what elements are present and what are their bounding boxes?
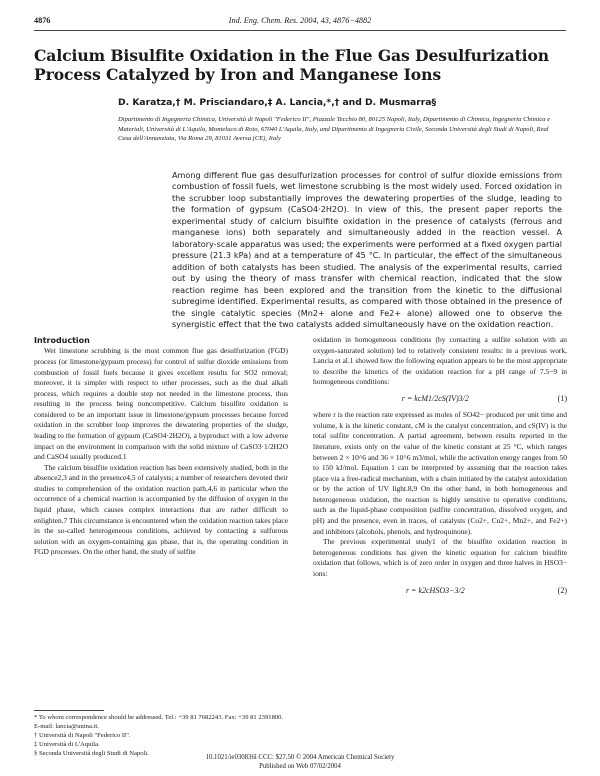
section-title-introduction: Introduction bbox=[34, 336, 90, 345]
intro-paragraph-1: Wet limestone scrubbing is the most common flue gas desulfurization (FGD) process (or limestone/gypsum process) for control of sulfur dioxide emissions from combustion of fossil fuels because it gives excellent results for SO2 removal; moreover, it is simpler with respect to other processes, such as the dual alkali process, which requires a double step not needed in the limestone process, thus resulting in the process being noncompetitive. Calcium bisulfite oxidation is considered to be an important issue in limestone/gypsum processes because forced oxidation in the scrubber loop improves the dewatering properties of the sludge, leading to the formation of gypsum (CaSO4·2H2O), a byproduct with a low adverse impact on the environment in comparison with the solid mixture of CaSO3·1/2H2O and CaSO4 usually produced.1 bbox=[34, 346, 288, 462]
equation-1-number: (1) bbox=[557, 393, 567, 403]
journal-citation: Ind. Eng. Chem. Res. 2004, 43, 4876−4882 bbox=[228, 16, 372, 25]
doi-footer bbox=[0, 754, 600, 772]
right-paragraph-2: where r is the reaction rate expressed as moles of SO42− produced per unit time and volume, k is the kinetic constant, cM is the catalyst concentration, and cS(IV) is the total sulfite concentration. A partial agreement, between results reported in the literature, exists only on the value of the kinetic constant at 25 °C, which ranges between 2 × 10^6 and 36 × 10^6 m3/mol, while the activation energy ranges from 50 to 150 kJ/mol. Equation 1 can be interpreted by assuming that the reaction takes place via a free-radical mechanism, with a chain initiated by the catalyst autoxidation or by the action of UV light.8,9 On the other hand, in both homogeneous and heterogeneous oxidation, the reaction is highly sensitive to operative conditions, such as the liquid-phase composition (sulfite concentration, dissolved oxygen, and pH) and the presence, even in traces, of catalysts (Co2+, Cu2+, Mn2+, and Fe2+) and inhibitors (alcohols, phenols, and hydroquinone). bbox=[313, 410, 567, 536]
equation-2-body: r = k2cHSO3−3/2 bbox=[405, 585, 465, 595]
footnotes bbox=[34, 714, 288, 758]
right-paragraph-3: The previous experimental study1 of the bisulfite oxidation reaction in heterogeneous conditions has given the kinetic equation for calcium bisulfite oxidation that follows, which is of zero order in oxygen and three halves in HSO3− ions: bbox=[313, 537, 567, 578]
header-rule bbox=[34, 30, 566, 31]
author-list: D. Karatza,† M. Prisciandaro,‡ A. Lancia,*,† and D. Musmarra§ bbox=[118, 97, 437, 108]
equation-1-body: r = kcM1/2cS(IV)3/2 bbox=[401, 393, 469, 403]
right-paragraph-1: oxidation in homogeneous conditions (by contacting a sulfite solution with an oxygen-saturated solution) led to relatively consistent results: in a previous work, Lancia et al.1 showed how the following equation appears to be the most appropriate to describe the kinetics of the oxidation reaction for a pH range of 7.5−9 in homogeneous conditions: bbox=[313, 335, 567, 387]
footnote-affil-seconda: § Seconda Università degli Studi di Napoli. bbox=[34, 749, 149, 757]
running-header bbox=[34, 16, 566, 30]
abstract: Among different flue gas desulfurization processes for control of sulfur dioxide emissions from combustion of fossil fuels, wet limestone scrubbing is the most widely used. Forced oxidation in the scrubber loop substantially improves the dewatering properties of the sludge, leading to the formation of gypsum (CaSO4·2H2O). In view of this, the present paper reports the experimental study of calcium bisulfite oxidation in the presence of catalysts (ferrous and manganese ions) both separately and simultaneously added in the reaction vessel. A laboratory-scale apparatus was used; the experiments were performed at a fixed oxygen partial pressure (21.3 kPa) and at a temperature of 45 °C. In particular, the effect of the simultaneous addition of both catalysts has been studied. The analysis of the experimental results, carried out by using the theory of mass transfer with chemical reaction, indicated that the slow reaction regime has been explored and the transition from the kinetic to the diffusional subregime identified. Experimental results, as compared with those obtained in the presence of the single catalytic species (Mn2+ alone and Fe2+ alone) allowed one to observe the synergistic effect that the two catalysts added simultaneously have on the oxidation reaction. bbox=[172, 170, 562, 330]
equation-2 bbox=[313, 585, 567, 596]
footnote-rule bbox=[34, 710, 104, 711]
affiliations: Dipartimento di Ingegneria Chimica, Università di Napoli "Federico II", Piazzale Tecchio 80, 80125 Napoli, Italy, Dipartimento di Chimica, Ingegneria Chimica e Materiali, Università di L'Aquila, Monteluco di Roio, 67040 L'Aquila, Italy, and Dipartimento di Ingegneria Civile, Seconda Università degli Studi di Napoli, Real Casa dell'Annunziata, Via Roma 29, 81031 Aversa (CE), Italy bbox=[118, 116, 551, 143]
page-number: 4876 bbox=[34, 16, 51, 25]
article-title: Calcium Bisulfite Oxidation in the Flue Gas Desulfurization Process Catalyzed by Iron and Manganese Ions bbox=[34, 46, 550, 85]
equation-2-number: (2) bbox=[557, 585, 567, 595]
footnote-affil-aquila: ‡ Università di L'Aquila. bbox=[34, 740, 100, 748]
intro-paragraph-2: The calcium bisulfite oxidation reaction has been extensively studied, both in the absence2,3 and in the presence4,5 of catalysts; a number of researchers devoted their studies to comprehension of the oxidation reaction path,4,6 in particular when the occurrence of a chemical reaction is accompanied by the diffusion of oxygen in the liquid phase, which causes complex interactions that are rather difficult to enlighten.7 This circumstance is encountered when the oxidation reaction takes place in the so-called heterogeneous conditions, achieved by contacting a sulfurous solution with an oxygen-containing gas phase, that is, the operating condition in FGD processes. On the other hand, the study of sulfite bbox=[34, 462, 288, 557]
doi-line: 10.1021/ie030836l CCC: $27.50 © 2004 American Chemical Society bbox=[205, 754, 395, 761]
equation-1 bbox=[313, 393, 567, 404]
right-column bbox=[313, 335, 567, 602]
published-line: Published on Web 07/02/2004 bbox=[259, 762, 341, 770]
footnote-affil-napoli: † Università di Napoli "Federico II". bbox=[34, 731, 131, 739]
left-column bbox=[34, 335, 288, 558]
footnote-corresponding: * To whom correspondence should be addressed. Tel.: +39 81 7682243. Fax: +39 81 2391800. E-mail: lancia@unina.it. bbox=[34, 714, 284, 730]
